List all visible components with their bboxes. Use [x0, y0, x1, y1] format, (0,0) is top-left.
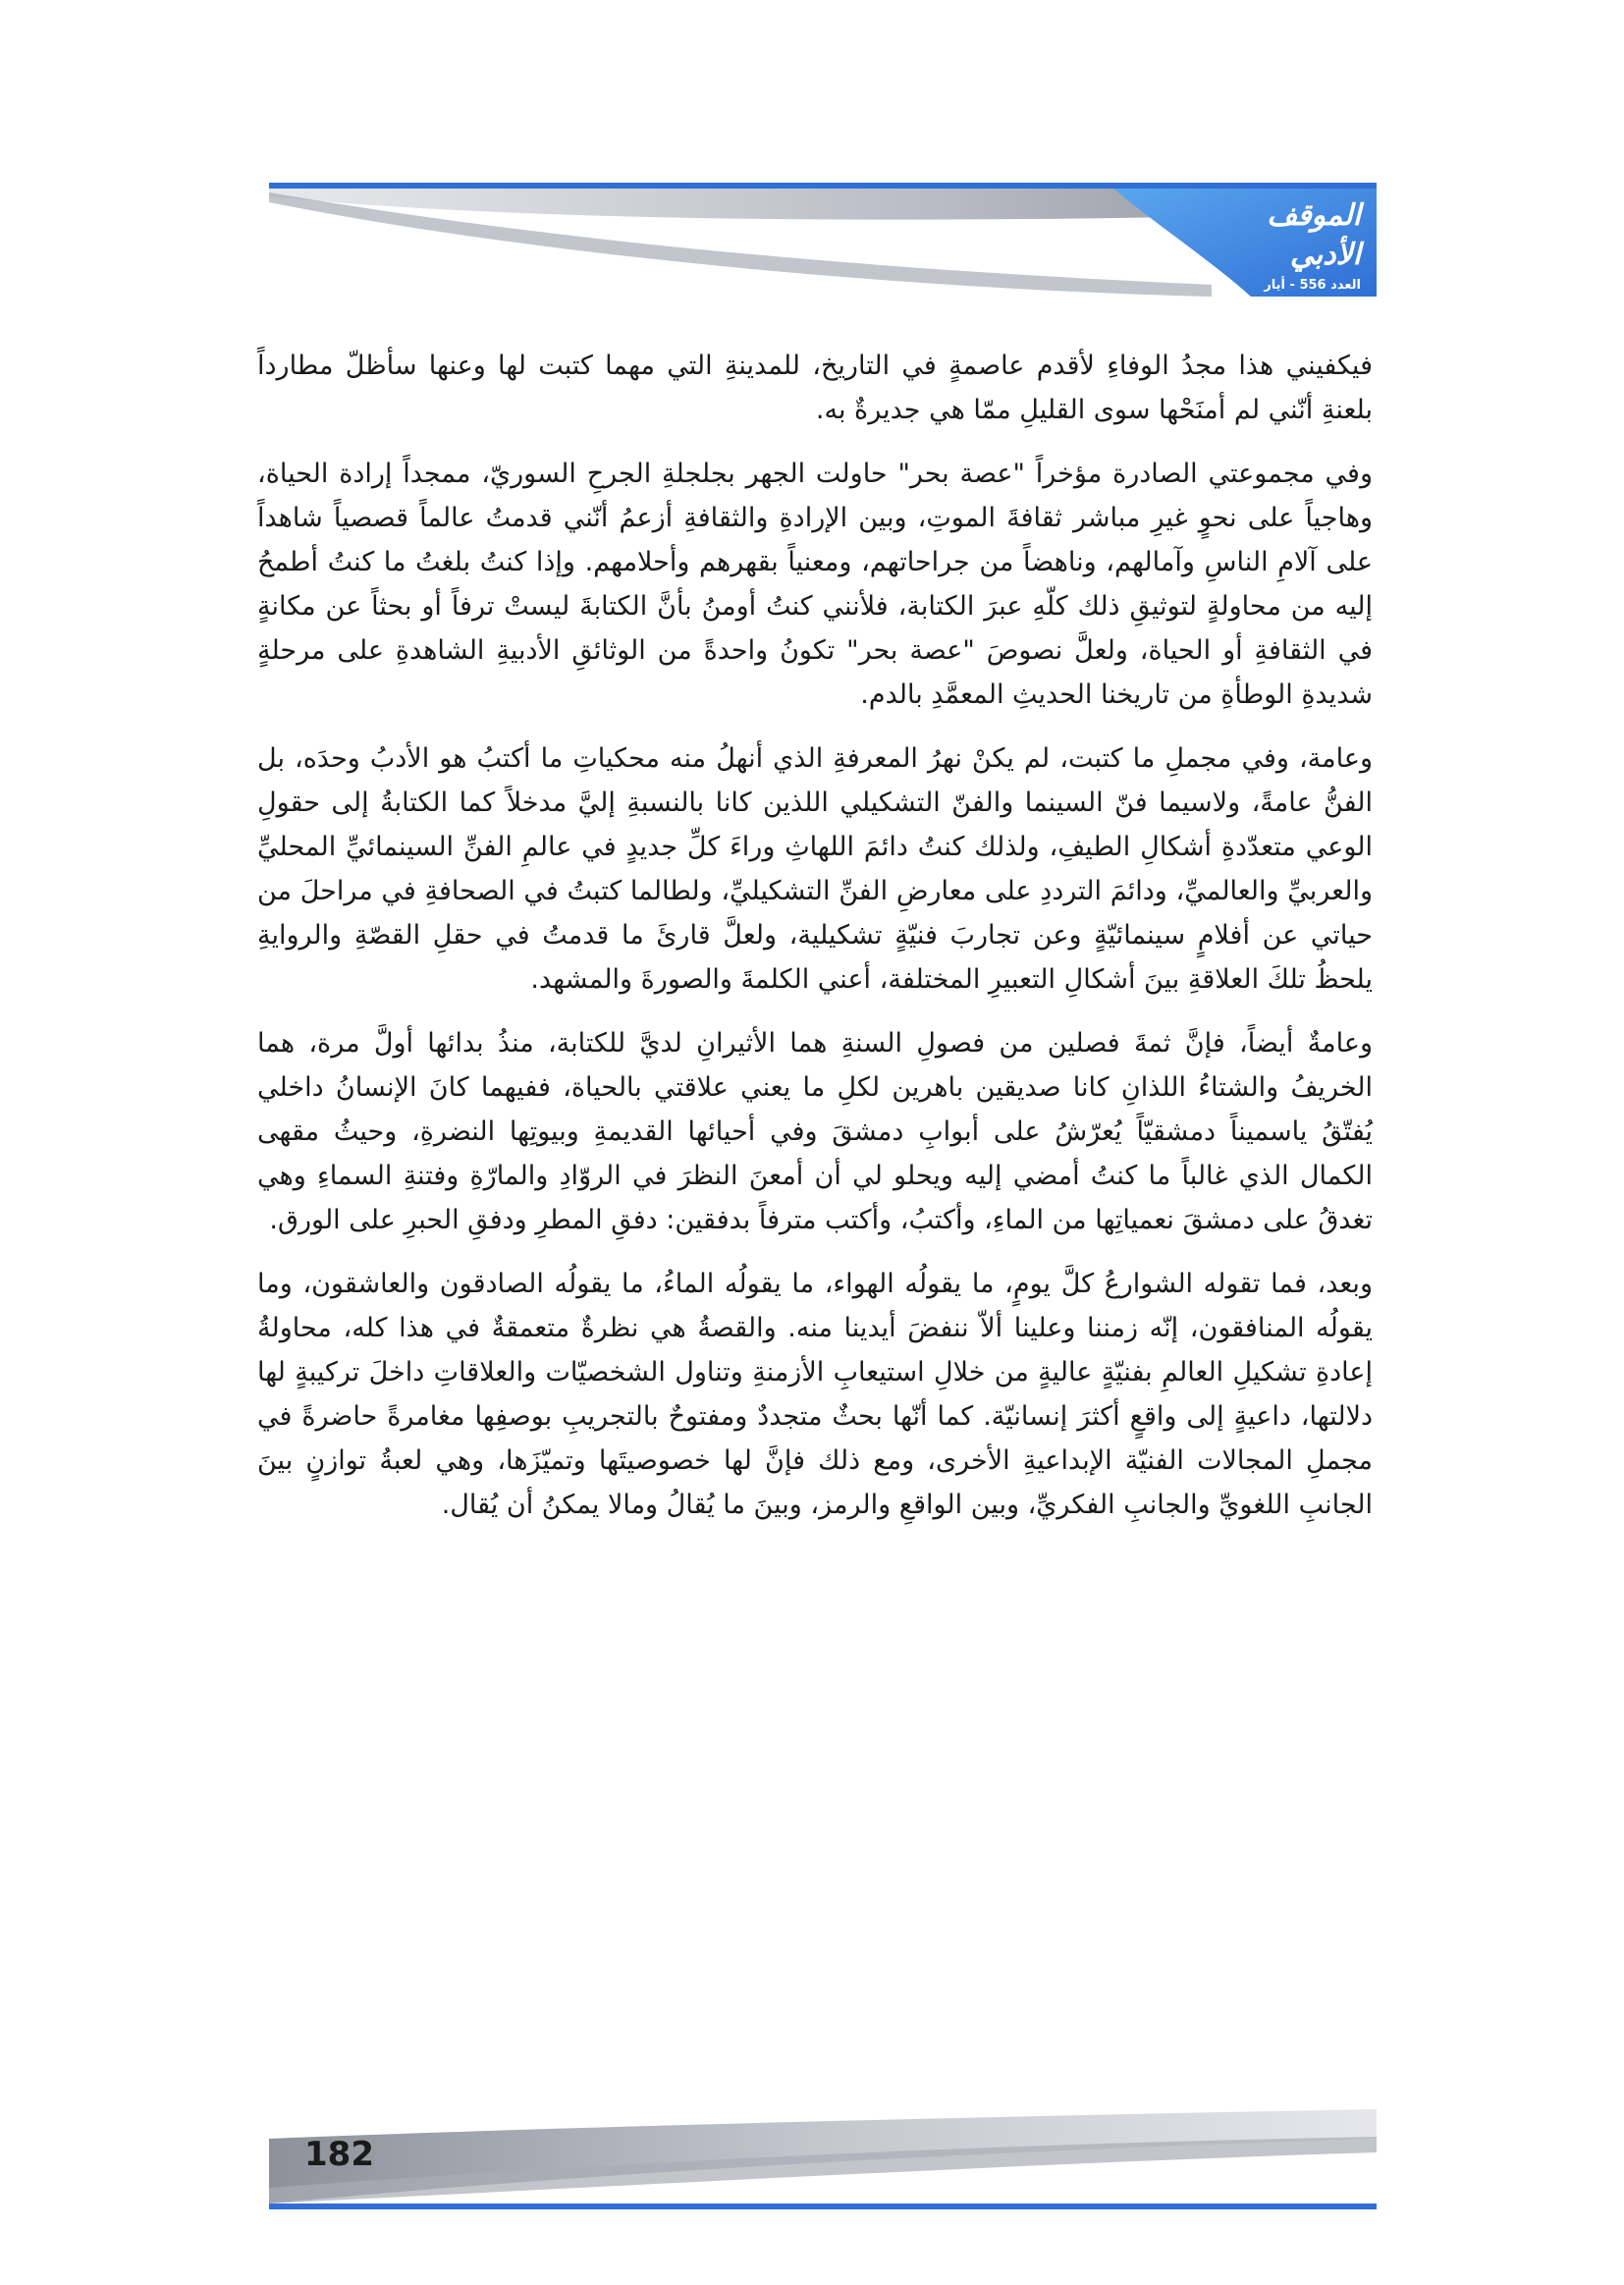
footer-swoosh	[269, 2109, 1377, 2209]
header-swoosh	[269, 183, 1377, 297]
masthead	[1233, 196, 1361, 318]
page-number: 182	[304, 2135, 374, 2174]
paragraph: فيكفيني هذا مجدُ الوفاءِ لأقدم عاصمةٍ في التاريخ، للمدينةِ التي مهما كتبت لها وعنها سأظلّ مطارداً بلعنةِ أنّني لم أمنَحْها سوى القليلِ ممّا هي جديرةٌ به.	[257, 351, 1373, 425]
footer-banner	[269, 2109, 1377, 2209]
article-body	[257, 344, 1373, 1547]
paragraph: وبعد، فما تقوله الشوارعُ كلَّ يومٍ، ما يقولُه الهواء، ما يقولُه الماءُ، ما يقولُه الصادقون والعاشقون، وما يقولُه المنافقون، إنّه زمننا وعلينا ألاّ ننفضَ أيدينا منه. والقصةُ هي نظرةٌ متعمقةٌ في هذا كله، محاولةُ إعادةِ تشكيلِ العالمِ بفنيّةٍ عاليةٍ من خلالِ استيعابِ الأزمنةِ وتناول الشخصيّات والعلاقاتِ داخلَ تركيبةٍ لها دلالتها، داعيةٍ إلى واقعٍ أكثرَ إنسانيّة. كما أنّها بحثٌ متجددٌ ومفتوحٌ بالتجريبِ بوصفِها مغامرةً حاضرةً في مجملِ المجالات الفنيّة الإبداعيةِ الأخرى، ومع ذلك فإنَّ لها خصوصيتَها وتميّزَها، وهي لعبةُ توازنٍ بينَ الجانبِ اللغويِّ والجانبِ الفكريِّ، وبين الواقعِ والرمز، وبينَ ما يُقالُ ومالا يمكنُ أن يُقال.	[257, 1269, 1373, 1520]
issue-info: العدد 556 - أيار 2017	[1264, 278, 1361, 314]
paragraph: وعامة، وفي مجملِ ما كتبت، لم يكنْ نهرُ المعرفةِ الذي أنهلُ منه محكياتِ ما أكتبُ هو الأدبُ وحدَه، بل الفنُّ عامةً، ولاسيما فنّ السينما والفنّ التشكيلي اللذين كانا بالنسبةِ إليَّ مدخلاً كما الكتابةُ إلى حقولِ الوعي متعدّدةِ أشكالِ الطيفِ، ولذلك كنتُ دائمَ اللهاثِ وراءَ كلِّ جديدٍ في عالمِ الفنِّ السينمائيِّ المحليِّ والعربيِّ والعالميِّ، ودائمَ الترددِ على معارضِ الفنِّ التشكيليِّ، ولطالما كتبتُ في الصحافةِ في مراحلَ من حياتي عن أفلامٍ سينمائيّةٍ وعن تجاربَ فنيّةٍ تشكيلية، ولعلَّ قارئَ ما قدمتُ في حقلِ القصّةِ والروايةِ يلحظُ تلكَ العلاقةِ بينَ أشكالِ التعبيرِ المختلفة، أعني الكلمةَ والصورةَ والمشهد.	[257, 743, 1373, 995]
magazine-logo: الموقف الأدبي	[1267, 198, 1361, 272]
paragraph: وفي مجموعتي الصادرة مؤخراً "عصة بحر" حاولت الجهر بجلجلةِ الجرحِ السوريّ، ممجداً إرادة الحياة، وهاجياً على نحوٍ غيرِ مباشر ثقافةَ الموتِ، وبين الإرادةِ والثقافةِ أزعمُ أنّني قدمتُ عالماً قصصياً شاهداً على آلامِ الناسِ وآمالهم، وناهضاً من جراحاتهم، ومعنياً بقهرهم وأحلامهم. وإذا كنتُ بلغتُ ما كنتُ أطمحُ إليه من محاولةٍ لتوثيقِ ذلك كلّهِ عبرَ الكتابة، فلأنني كنتُ أومنُ بأنَّ الكتابةَ ليستْ ترفاً أو بحثاً عن مكانةٍ في الثقافةِ أو الحياة، ولعلَّ نصوصَ "عصة بحر" تكونُ واحدةً من الوثائقِ الأدبيةِ الشاهدةِ على مرحلةٍ شديدةِ الوطأةِ من تاريخنا الحديثِ المعمَّدِ بالدم.	[257, 459, 1373, 710]
header-banner	[269, 183, 1377, 314]
paragraph: وعامةٌ أيضاً، فإنَّ ثمةَ فصلين من فصولِ السنةِ هما الأثيرانِ لديَّ للكتابة، منذُ بدائها أولَّ مرة، هما الخريفُ والشتاءُ اللذانِ كانا صديقين باهرين لكلِ ما يعني علاقتي بالحياة، ففيهما كانَ الإنسانُ داخلي يُفتّقُ ياسميناً دمشقيّاً يُعرّشُ على أبوابِ دمشقَ وفي أحيائها القديمةِ وبيوتِها النضرةِ، وحيثُ مقهى الكمال الذي غالباً ما كنتُ أمضي إليه ويحلو لي أن أمعنَ النظرَ في الروّادِ والمارّةِ وفتنةِ السماءِ وهي تغدقُ على دمشقَ نعمياتِها من الماءِ، وأكتبُ، وأكتب مترفاً بدفقين: دفقِ المطرِ ودفقِ الحبرِ على الورق.	[257, 1028, 1373, 1235]
